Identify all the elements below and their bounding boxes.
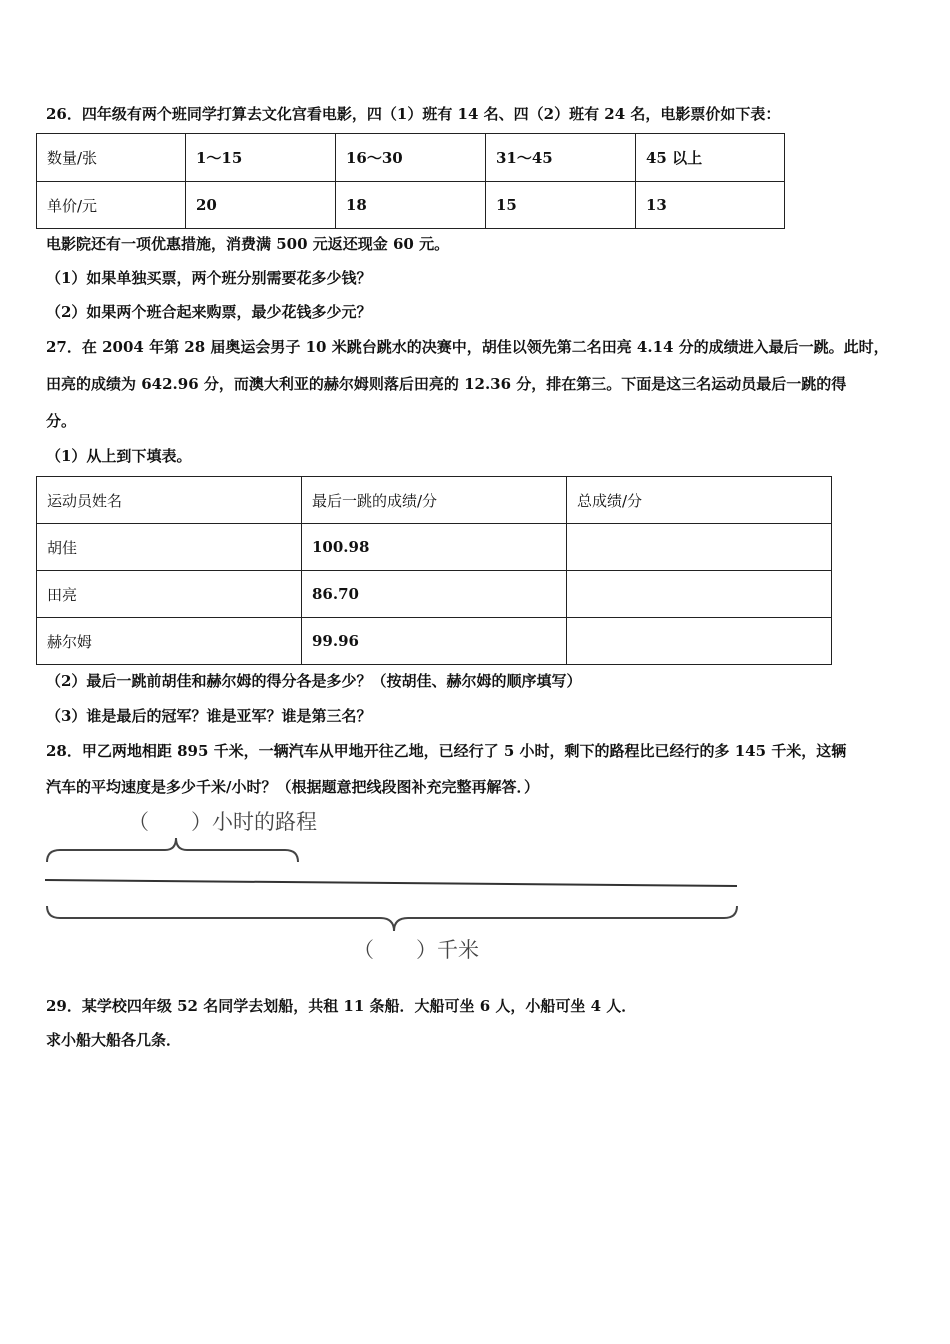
q27-sub1: （1）从上到下填表。 [46, 447, 192, 465]
table-cell: 田亮 [37, 571, 302, 618]
table-cell: 总成绩/分 [567, 477, 832, 524]
q27-sub3: （3）谁是最后的冠军？谁是亚军？谁是第三名？ [46, 707, 372, 725]
q27-line2: 田亮的成绩为 642.96 分，而澳大利亚的赫尔姆则落后田亮的 12.36 分，排在第三。下面是这三名运动员最后一跳的得 [46, 375, 847, 393]
q26-note: 电影院还有一项优惠措施，消费满 500 元返还现金 60 元。 [46, 235, 450, 253]
q26-sub2: （2）如果两个班合起来购票，最少花钱多少元？ [46, 303, 372, 321]
q27-sub2: （2）最后一跳前胡佳和赫尔姆的得分各是多少？（按胡佳、赫尔姆的顺序填写） [46, 672, 582, 690]
table-cell: 31～45 [486, 134, 636, 182]
q27-line3: 分。 [46, 412, 77, 430]
table-cell: 100.98 [302, 524, 567, 571]
q27-line1: 27．在 2004 年第 28 届奥运会男子 10 米跳台跳水的决赛中，胡佳以领先第二名田亮 4.14 分的成绩进入最后一跳。此时， [46, 338, 889, 356]
q29-line2: 求小船大船各几条． [46, 1031, 182, 1049]
route-line [45, 880, 737, 886]
bottom-brace [47, 906, 737, 931]
diagram-top-label: （ ）小时的路程 [128, 810, 317, 834]
q26-sub1: （1）如果单独买票，两个班分别需要花多少钱？ [46, 269, 372, 287]
table-cell: 1～15 [186, 134, 336, 182]
table-cell: 45 以上 [636, 134, 785, 182]
table-cell: 胡佳 [37, 524, 302, 571]
table-cell: 20 [186, 182, 336, 229]
q28-line1: 28．甲乙两地相距 895 千米，一辆汽车从甲地开往乙地，已经行了 5 小时，剩下的路程比已经行的多 145 千米，这辆 [46, 742, 847, 760]
top-brace [47, 838, 298, 862]
q26-intro: 26．四年级有两个班同学打算去文化宫看电影，四（1）班有 14 名、四（2）班有 24 名，电影票价如下表： [46, 105, 781, 123]
table-cell: 15 [486, 182, 636, 229]
q29-line1: 29．某学校四年级 52 名同学去划船，共租 11 条船．大船可坐 6 人，小船可坐 4 人． [46, 997, 637, 1015]
table-cell: 18 [336, 182, 486, 229]
table-cell: 86.70 [302, 571, 567, 618]
q28-line2: 汽车的平均速度是多少千米/小时？（根据题意把线段图补充完整再解答．） [46, 778, 539, 796]
table-cell: 最后一跳的成绩/分 [302, 477, 567, 524]
table-cell: 单价/元 [37, 182, 186, 229]
diagram-bottom-label: （ ）千米 [353, 938, 479, 962]
table-cell: 99.96 [302, 618, 567, 665]
table-cell: 13 [636, 182, 785, 229]
table-cell: 赫尔姆 [37, 618, 302, 665]
table-cell: 运动员姓名 [37, 477, 302, 524]
table-cell: 数量/张 [37, 134, 186, 182]
table-cell: 16～30 [336, 134, 486, 182]
